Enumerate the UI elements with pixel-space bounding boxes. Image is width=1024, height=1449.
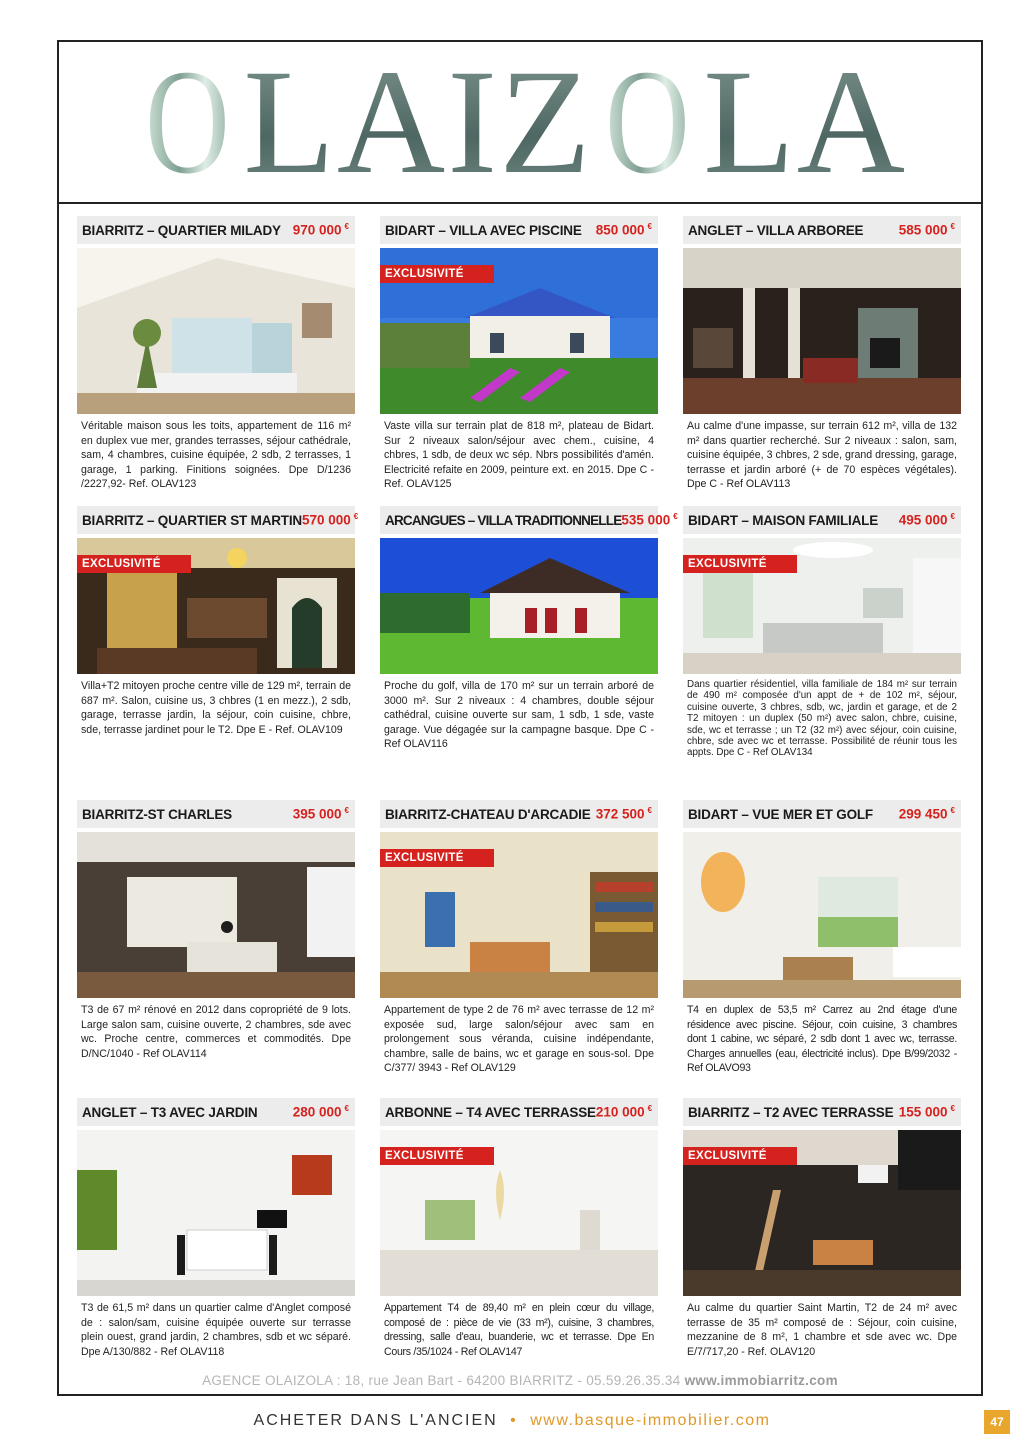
listing-photo[interactable] [380, 832, 658, 998]
exclusive-badge: EXCLUSIVITÉ [683, 555, 797, 573]
listing-price: 372 500 € [595, 806, 652, 822]
listing-title: BIARRITZ – T2 AVEC TERRASSE [688, 1104, 894, 1120]
listing-description: Au calme du quartier Saint Martin, T2 de 24 m² avec terrasse de 35 m² composé de : Séjour, coin cuisine, mezzanine de 8 m², 1 chambre et sde avec wc. Dpe E/7/717,20 - Ref. OLAV120 [687, 1302, 957, 1358]
listing-card[interactable] [683, 506, 961, 759]
listing-title: ARBONNE – T4 AVEC TERRASSE [385, 1104, 596, 1120]
listing-title: BIDART – VILLA AVEC PISCINE [385, 222, 582, 238]
logo-wordmark: O LAIZ O LA [133, 47, 907, 197]
listing-description: T3 de 61,5 m² dans un quartier calme d'Anglet composé de : salon/sam, cuisine équipée ouverte sur terrasse plein ouest, grand jardin, 2 chambres, sdb et wc séparé. Dpe A/130/882 - Ref OLAV118 [81, 1302, 351, 1358]
listing-card[interactable] [77, 800, 355, 1061]
listing-card[interactable] [380, 506, 678, 752]
logo-ring-icon: O [145, 42, 232, 204]
listing-header [77, 506, 359, 534]
agency-address: AGENCE OLAIZOLA : 18, rue Jean Bart - 64200 BIARRITZ - 05.59.26.35.34 [202, 1373, 681, 1388]
agency-logo [59, 42, 981, 204]
footer-website-link[interactable]: www.basque-immobilier.com [530, 1412, 771, 1429]
listing-photo[interactable] [77, 832, 355, 998]
listing-description: Appartement T4 de 89,40 m² en plein cœur du village, composé de : pièce de vie (33 m²), cuisine, 3 chambres, dressing, salle d'eau, buanderie, wc et terrasse. Dpe En Cours /35/1024 - Ref OLAV147 [384, 1302, 654, 1358]
listing-photo[interactable] [683, 538, 961, 674]
listing-photo[interactable] [380, 248, 658, 414]
listing-card[interactable] [77, 1098, 355, 1359]
listing-card[interactable] [380, 800, 658, 1076]
listing-description: Au calme d'une impasse, sur terrain 612 m², villa de 132 m² dans quartier recherché. Sur 2 niveaux : salon, sam, cuisine équipée, 3 chbres, 2 sde, grand dressing, garage, terrasse et jardin arboré (+ de 70 espèces végétales). Dpe C - Ref OLAV113 [687, 420, 957, 491]
listing-card[interactable] [683, 216, 961, 492]
listing-description: Proche du golf, villa de 170 m² sur un terrain arboré de 3000 m². Sur 2 niveaux : 4 chambres, double séjour cathédral, cuisine ouverte sur sam, 1 sdb, 1 sde, vaste garage. Vue dégagée sur la campagne basque. Dpe C - Ref OLAV116 [384, 680, 654, 751]
listing-title: BIDART – MAISON FAMILIALE [688, 512, 878, 528]
listing-card[interactable] [380, 216, 658, 492]
listing-title: ANGLET – VILLA ARBOREE [688, 222, 864, 238]
agency-website-link[interactable]: www.immobiarritz.com [684, 1373, 838, 1388]
listing-description: Dans quartier résidentiel, villa familiale de 184 m² sur terrain de 490 m² composée d'un appt de + de 102 m², séjour, cuisine ouverte, 3 chbres, sdb, wc, jardin et garage, et de 2 T2 mitoyen : un duplex (50 m²) avec salon, chbre, cuisine, sde, wc et terrasse ; un T2 (32 m²) avec séjour, coin cuisine, chbre, sde avec wc et terrasse. Possibilité de réunir tous les appts. Dpe C - Ref OLAV134 [687, 679, 957, 759]
listing-photo[interactable] [77, 248, 355, 414]
listing-photo[interactable] [380, 538, 658, 674]
listing-photo[interactable] [77, 538, 355, 674]
listing-description: Appartement de type 2 de 76 m² avec terrasse de 12 m² exposée sud, large salon/séjour avec sam en prolongement sous véranda, cuisine indépendante, chambre, salle de bains, wc et garage en sous-sol. Dpe C/377/ 3943 - Ref OLAV129 [384, 1004, 654, 1075]
listing-price: 155 000 € [898, 1104, 955, 1120]
listing-price: 299 450 € [898, 806, 955, 822]
logo-ring-icon: O [604, 42, 691, 204]
exclusive-badge: EXCLUSIVITÉ [77, 555, 191, 573]
listing-card[interactable] [77, 506, 359, 737]
listing-price: 585 000 € [898, 222, 955, 238]
listing-card[interactable] [380, 1098, 658, 1359]
listing-title: BIDART – VUE MER ET GOLF [688, 806, 873, 822]
listings-frame [57, 40, 983, 1396]
listing-price: 395 000 € [292, 806, 349, 822]
listing-header [380, 216, 658, 244]
listing-header [683, 1098, 961, 1126]
listing-card[interactable] [683, 800, 961, 1076]
listing-card[interactable] [683, 1098, 961, 1359]
listing-header [683, 800, 961, 828]
listing-title: BIARRITZ-ST CHARLES [82, 806, 232, 822]
page-number: 47 [984, 1410, 1010, 1434]
exclusive-badge: EXCLUSIVITÉ [380, 1147, 494, 1165]
listing-price: 495 000 € [898, 512, 955, 528]
listing-price: 850 000 € [595, 222, 652, 238]
listing-header [77, 1098, 355, 1126]
agency-footer [59, 1373, 981, 1388]
listing-header [77, 800, 355, 828]
listing-title: ARCANGUES – VILLA TRADITIONNELLE [385, 512, 622, 528]
listing-photo[interactable] [77, 1130, 355, 1296]
listing-card[interactable] [77, 216, 355, 492]
listing-photo[interactable] [683, 1130, 961, 1296]
listing-title: ANGLET – T3 AVEC JARDIN [82, 1104, 258, 1120]
exclusive-badge: EXCLUSIVITÉ [380, 849, 494, 867]
exclusive-badge: EXCLUSIVITÉ [380, 265, 494, 283]
listing-title: BIARRITZ – QUARTIER MILADY [82, 222, 281, 238]
listing-price: 535 000 € [621, 512, 678, 528]
listing-price: 970 000 € [292, 222, 349, 238]
listing-photo[interactable] [380, 1130, 658, 1296]
listing-description: Véritable maison sous les toits, appartement de 116 m² en duplex vue mer, grandes terrasses, séjour cathédrale, sam, 4 chambres, cuisine équipée, 2 sdb, 2 terrasses, 1 garage, 1 parking. Finitions soignées. Dpe D/1236 /2227,92- Ref. OLAV123 [81, 420, 351, 491]
footer-separator: • [510, 1412, 518, 1429]
listing-price: 570 000 € [301, 512, 359, 528]
listing-description: T3 de 67 m² rénové en 2012 dans copropriété de 9 lots. Large salon sam, cuisine ouverte, 2 chambres, sde avec wc. Proche centre, commerces et commodités. Dpe D/NC/1040 - Ref OLAV114 [81, 1004, 351, 1060]
footer-tagline: ACHETER DANS L'ANCIEN [253, 1412, 498, 1429]
listing-photo[interactable] [683, 248, 961, 414]
listing-header [380, 800, 658, 828]
listing-photo[interactable] [683, 832, 961, 998]
listing-header [683, 216, 961, 244]
listing-price: 280 000 € [292, 1104, 349, 1120]
listing-description: Villa+T2 mitoyen proche centre ville de 129 m², terrain de 687 m². Salon, cuisine us, 3 chbres (1 en mezz.), 2 sdb, garage, terrasse jardin, la séjour, coin cuisine, chbre, sde, terrasse jardinet pour le T2. Dpe E - Ref. OLAV109 [81, 680, 351, 736]
listing-description: T4 en duplex de 53,5 m² Carrez au 2nd étage d'une résidence avec piscine. Séjour, coin cuisine, 3 chambres dont 1 cabine, wc séparé, 2 sdb dont 1 avec wc, terrasse. Charges annuelles (eau, électricité inclus). Dpe B/99/2032 - Ref OLAVO93 [687, 1004, 957, 1075]
exclusive-badge: EXCLUSIVITÉ [683, 1147, 797, 1165]
listing-description: Vaste villa sur terrain plat de 818 m², plateau de Bidart. Sur 2 niveaux salon/séjour avec chem., cuisine, 4 chbres, 1 sdb, de deux wc sép. Nbrs possibilités d'amén. Electricité refaite en 2009, peinture ext. en 2015. Dpe C - Ref. OLAV125 [384, 420, 654, 491]
page-footer [0, 1412, 1024, 1430]
listing-title: BIARRITZ-CHATEAU D'ARCADIE [385, 806, 591, 822]
listing-header [77, 216, 355, 244]
listing-title: BIARRITZ – QUARTIER ST MARTIN [82, 512, 302, 528]
listing-header [683, 506, 961, 534]
listing-header [380, 1098, 658, 1126]
listing-price: 210 000 € [595, 1104, 653, 1120]
listing-header [380, 506, 678, 534]
